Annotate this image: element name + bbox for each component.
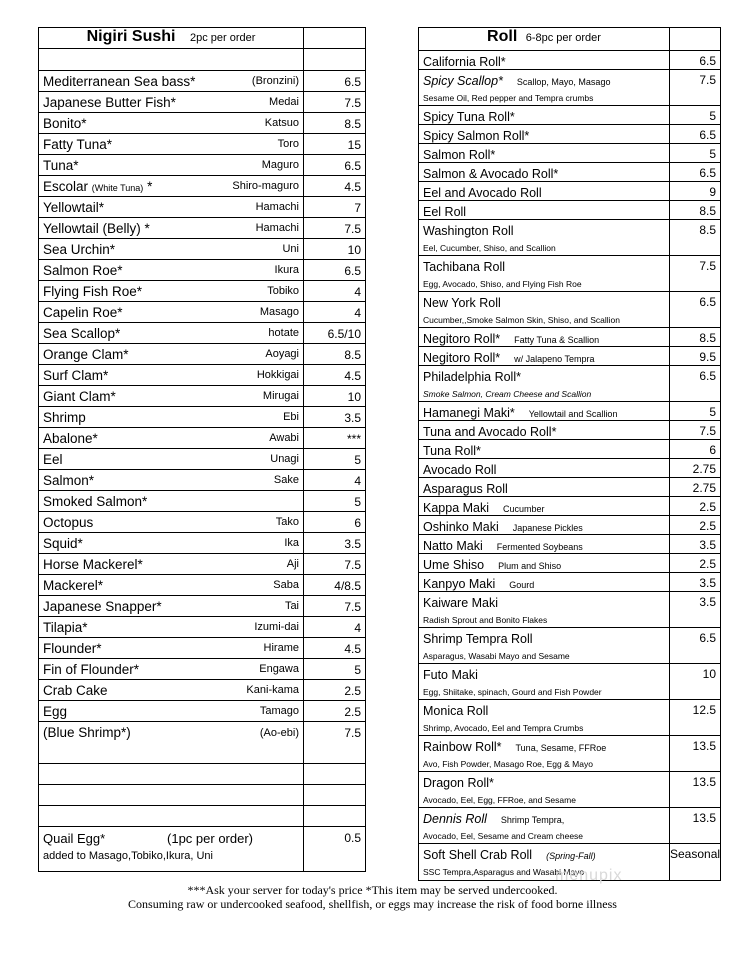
nigiri-item [39, 218, 365, 239]
roll-item [419, 700, 720, 736]
nigiri-item-japanese: Hamachi [255, 201, 299, 213]
roll-item-name: Salmon & Avocado Roll* [423, 167, 559, 181]
roll-item-inline-note: Japanese Pickles [512, 523, 583, 533]
roll-item-inline-note: Gourd [509, 580, 535, 590]
nigiri-item-price: 4.5 [344, 642, 361, 656]
roll-item-price: 9.5 [699, 350, 716, 364]
roll-item [419, 182, 720, 201]
roll-item [419, 772, 720, 808]
roll-item-name: New York Roll [423, 296, 501, 310]
nigiri-item-note: (White Tuna) [91, 182, 144, 193]
roll-item [419, 201, 720, 220]
nigiri-item [39, 134, 365, 155]
roll-item [419, 664, 720, 700]
roll-item [419, 554, 720, 573]
nigiri-item-name: Bonito* [43, 115, 87, 131]
nigiri-item-price: 4 [354, 285, 361, 299]
roll-item [419, 125, 720, 144]
roll-item-price: Seasonal [670, 847, 721, 861]
watermark: menupix [555, 867, 623, 884]
nigiri-item-japanese: Hirame [263, 642, 299, 654]
roll-item-price: 6.5 [699, 166, 716, 180]
nigiri-item-price: 10 [347, 243, 361, 257]
nigiri-item-japanese: Awabi [269, 432, 299, 444]
nigiri-item-name: Surf Clam* [43, 367, 109, 383]
nigiri-item [39, 470, 365, 491]
nigiri-item-name: Mackerel* [43, 577, 104, 593]
nigiri-item-price: 3.5 [344, 537, 361, 551]
nigiri-item-price: 4 [354, 621, 361, 635]
nigiri-item-price: 6 [354, 516, 361, 530]
nigiri-item-name: Eel [43, 451, 63, 467]
roll-item [419, 736, 720, 772]
roll-item [419, 144, 720, 163]
roll-item-price: 2.5 [699, 500, 716, 514]
roll-item [419, 459, 720, 478]
roll-item-price: 12.5 [692, 703, 716, 717]
nigiri-item-price: 5 [354, 663, 361, 677]
nigiri-item-name: Shrimp [43, 409, 86, 425]
nigiri-item-japanese: Unagi [270, 453, 299, 465]
roll-item-description: Cucumber,,Smoke Salmon Skin, Shiso, and Scallion [423, 315, 621, 325]
roll-item [419, 220, 720, 256]
nigiri-item-japanese: Tobiko [267, 285, 299, 297]
nigiri-item-name: Sea Urchin* [43, 241, 116, 257]
nigiri-item-name: Flying Fish Roe* [43, 283, 143, 299]
nigiri-item-name: Orange Clam* [43, 346, 129, 362]
quail-egg-price: 0.5 [344, 831, 361, 845]
roll-item-name: Philadelphia Roll* [423, 370, 521, 384]
nigiri-item-name: (Blue Shrimp*) [43, 725, 131, 740]
nigiri-item-price: 8.5 [344, 117, 361, 131]
nigiri-item [39, 617, 365, 638]
roll-item-name: Spicy Tuna Roll* [423, 110, 515, 124]
roll-item-name: Natto Maki [423, 539, 483, 553]
nigiri-item-name: Salmon Roe* [43, 262, 123, 278]
roll-item [419, 592, 720, 628]
nigiri-item-price: 5 [354, 453, 361, 467]
roll-item-inline-note: Shrimp Tempra, [500, 815, 565, 825]
nigiri-item-japanese: Aji [286, 558, 299, 570]
roll-item-price: 7.5 [699, 259, 716, 273]
roll-item-name: Kappa Maki [423, 501, 490, 515]
roll-item-price: 6.5 [699, 631, 716, 645]
roll-item [419, 808, 720, 844]
roll-item [419, 478, 720, 497]
nigiri-item-price: 15 [347, 138, 361, 152]
nigiri-item [39, 596, 365, 617]
roll-item-price: 13.5 [692, 775, 716, 789]
nigiri-item-name: Escolar (White Tuna) * [43, 178, 153, 194]
nigiri-item [39, 71, 365, 92]
nigiri-item-japanese: Uni [282, 243, 299, 255]
roll-item-description: Avo, Fish Powder, Masago Roe, Egg & Mayo [423, 759, 593, 769]
roll-item-name: Asparagus Roll [423, 482, 508, 496]
roll-item-inline-note: w/ Jalapeno Tempra [514, 354, 595, 364]
nigiri-item-name: Yellowtail* [43, 199, 105, 215]
roll-header [419, 28, 720, 51]
roll-item-name: Rainbow Roll* [423, 740, 502, 754]
nigiri-item-japanese: hotate [268, 327, 299, 339]
roll-item-price: 3.5 [699, 538, 716, 552]
nigiri-item-name: Horse Mackerel* [43, 556, 143, 572]
nigiri-subtitle: 2pc per order [189, 32, 256, 44]
roll-item-description: Egg, Avocado, Shiso, and Flying Fish Roe [423, 279, 582, 289]
nigiri-item [39, 239, 365, 260]
quail-egg-name: Quail Egg* [43, 831, 106, 846]
roll-item-name: Hamanegi Maki* [423, 406, 515, 420]
quail-egg-note: (1pc per order) [167, 831, 253, 846]
roll-item-name: Negitoro Roll* [423, 351, 501, 365]
roll-item-price: 3.5 [699, 595, 716, 609]
roll-item-price: 6.5 [699, 295, 716, 309]
roll-item-price: 2.75 [692, 481, 716, 495]
roll-item-name: Kanpyo Maki [423, 577, 496, 591]
nigiri-item-price: 4.5 [344, 180, 361, 194]
nigiri-item-japanese: Saba [273, 579, 299, 591]
roll-item-inline-note: Scallop, Mayo, Masago [516, 77, 611, 87]
nigiri-item-price: 2.5 [344, 705, 361, 719]
nigiri-item-japanese: Tai [284, 600, 299, 612]
nigiri-item [39, 428, 365, 449]
roll-item-inline-note: (Spring-Fall) [546, 851, 596, 861]
nigiri-item [39, 407, 365, 428]
roll-item-price: 6.5 [699, 369, 716, 383]
roll-item [419, 51, 720, 70]
nigiri-item-name: Japanese Butter Fish* [43, 94, 176, 110]
nigiri-item [39, 659, 365, 680]
nigiri-title: Nigiri Sushi [86, 28, 176, 45]
nigiri-item-japanese: Toro [277, 138, 299, 150]
nigiri-item-price: 4 [354, 474, 361, 488]
roll-item-name: Kaiware Maki [423, 596, 499, 610]
nigiri-item [39, 323, 365, 344]
nigiri-item-japanese: Kani-kama [246, 684, 299, 696]
nigiri-item-price: 7.5 [344, 726, 361, 740]
roll-item-description: Avocado, Eel, Sesame and Cream cheese [423, 831, 584, 841]
nigiri-item [39, 344, 365, 365]
nigiri-item-name: Crab Cake [43, 682, 108, 698]
roll-item-name: Eel and Avocado Roll [423, 186, 542, 200]
roll-item-inline-note: Plum and Shiso [498, 561, 562, 571]
roll-item-inline-note: Fatty Tuna & Scallion [514, 335, 600, 345]
roll-item-name: Shrimp Tempra Roll [423, 632, 533, 646]
roll-item-price: 5 [709, 147, 716, 161]
nigiri-item-price: 10 [347, 390, 361, 404]
roll-item-price: 8.5 [699, 204, 716, 218]
nigiri-item [39, 176, 365, 197]
roll-item-description: Shrimp, Avocado, Eel and Tempra Crumbs [423, 723, 584, 733]
quail-egg-detail: added to Masago,Tobiko,Ikura, Uni [43, 850, 213, 862]
blank-row [39, 764, 365, 785]
nigiri-item-japanese: Aoyagi [265, 348, 299, 360]
roll-item-price: 8.5 [699, 223, 716, 237]
nigiri-item [39, 680, 365, 701]
roll-item-description: Sesame Oil, Red pepper and Tempra crumbs [423, 93, 594, 103]
roll-item-price: 5 [709, 405, 716, 419]
roll-item-name: California Roll* [423, 55, 506, 69]
nigiri-item [39, 701, 365, 722]
nigiri-item [39, 302, 365, 323]
roll-item-description: Avocado, Eel, Egg, FFRoe, and Sesame [423, 795, 576, 805]
nigiri-item [39, 554, 365, 575]
nigiri-item-price: 7 [354, 201, 361, 215]
nigiri-item-name: Tuna* [43, 157, 79, 173]
roll-item-inline-note: Cucumber [503, 504, 545, 514]
nigiri-item-price: 6.5/10 [327, 327, 361, 341]
roll-item-name: Futo Maki [423, 668, 478, 682]
nigiri-item-price: 4.5 [344, 369, 361, 383]
roll-item [419, 573, 720, 592]
roll-item-price: 9 [709, 185, 716, 199]
roll-item [419, 628, 720, 664]
nigiri-item-japanese: Mirugai [262, 390, 299, 402]
nigiri-item [39, 155, 365, 176]
roll-item-price: 6.5 [699, 128, 716, 142]
nigiri-item-japanese: Izumi-dai [254, 621, 299, 633]
nigiri-item-price: 4/8.5 [334, 579, 361, 593]
roll-item-name: Tuna and Avocado Roll* [423, 425, 557, 439]
roll-item-name: Spicy Scallop* [423, 74, 503, 88]
roll-item-inline-note: Fermented Soybeans [496, 542, 583, 552]
roll-item-name: Tuna Roll* [423, 444, 481, 458]
nigiri-item-price: *** [346, 432, 361, 446]
roll-item-price: 7.5 [699, 424, 716, 438]
nigiri-item-japanese: Sake [273, 474, 299, 486]
nigiri-item-name: Yellowtail (Belly) * [43, 220, 150, 236]
nigiri-item [39, 260, 365, 281]
nigiri-item-price: 7.5 [344, 96, 361, 110]
roll-item-price: 5 [709, 109, 716, 123]
roll-item [419, 497, 720, 516]
nigiri-item-name: Egg [43, 703, 68, 719]
roll-item [419, 70, 720, 106]
roll-item-price: 2.5 [699, 519, 716, 533]
roll-item [419, 516, 720, 535]
roll-item-description: Eel, Cucumber, Shiso, and Scallion [423, 243, 556, 253]
nigiri-item-price: 5 [354, 495, 361, 509]
roll-item [419, 402, 720, 421]
roll-item-inline-note: Yellowtail and Scallion [528, 409, 618, 419]
roll-item [419, 328, 720, 347]
nigiri-item-price: 7.5 [344, 558, 361, 572]
nigiri-item [39, 113, 365, 134]
footer-note: ***Ask your server for today's price *This item may be served undercooked. [187, 883, 558, 897]
nigiri-item-name: Mediterranean Sea bass* [43, 73, 196, 89]
nigiri-item-name: Flounder* [43, 640, 102, 656]
roll-item-price: 10 [702, 667, 716, 681]
nigiri-item-japanese: Hokkigai [256, 369, 299, 381]
roll-item [419, 535, 720, 554]
blank-row [39, 49, 365, 71]
nigiri-item-name: Abalone* [43, 430, 98, 446]
nigiri-item-japanese: Engawa [259, 663, 299, 675]
nigiri-item-japanese: (Ao-ebi) [259, 726, 299, 739]
nigiri-item-price: 4 [354, 306, 361, 320]
roll-item-price: 13.5 [692, 811, 716, 825]
nigiri-item-name: Fatty Tuna* [43, 136, 113, 152]
roll-subtitle: 6-8pc per order [525, 32, 601, 44]
roll-item [419, 163, 720, 182]
nigiri-item-japanese: Hamachi [255, 222, 299, 234]
roll-item-price: 6 [709, 443, 716, 457]
roll-item-name: Tachibana Roll [423, 260, 505, 274]
nigiri-item-japanese: Ebi [283, 411, 299, 423]
nigiri-item [39, 386, 365, 407]
nigiri-item-price: 7.5 [344, 600, 361, 614]
roll-table [418, 27, 721, 881]
nigiri-item-name: Salmon* [43, 472, 95, 488]
nigiri-item-name: Sea Scallop* [43, 325, 121, 341]
nigiri-item [39, 512, 365, 533]
roll-item-name: Dennis Roll [423, 812, 487, 826]
roll-item-name: Avocado Roll [423, 463, 497, 477]
roll-title: Roll [487, 28, 518, 45]
roll-item-price: 7.5 [699, 73, 716, 87]
nigiri-item-name: Octopus [43, 514, 94, 530]
nigiri-item [39, 365, 365, 386]
nigiri-item [39, 533, 365, 554]
blank-row [39, 785, 365, 806]
nigiri-item-price: 6.5 [344, 75, 361, 89]
roll-item-name: Spicy Salmon Roll* [423, 129, 530, 143]
nigiri-item-japanese: Masago [259, 306, 299, 318]
roll-item-name: Monica Roll [423, 704, 489, 718]
roll-item-description: Radish Sprout and Bonito Flakes [423, 615, 548, 625]
nigiri-header [39, 28, 365, 49]
blank-row [39, 743, 365, 764]
roll-item [419, 106, 720, 125]
roll-item [419, 256, 720, 292]
roll-item-name: Oshinko Maki [423, 520, 499, 534]
footer-warning: Consuming raw or undercooked seafood, shellfish, or eggs may increase the risk of food borne illness [128, 897, 617, 911]
roll-item [419, 440, 720, 459]
nigiri-item-japanese: Ikura [274, 264, 299, 276]
nigiri-item-japanese: Medai [269, 96, 299, 108]
nigiri-table [38, 27, 366, 872]
roll-item-name: Dragon Roll* [423, 776, 494, 790]
nigiri-item-name: Tilapia* [43, 619, 88, 635]
roll-item-description: Asparagus, Wasabi Mayo and Sesame [423, 651, 570, 661]
nigiri-item-japanese: Maguro [261, 159, 299, 171]
blank-row [39, 806, 365, 827]
nigiri-item-price: 7.5 [344, 222, 361, 236]
nigiri-item-name: Giant Clam* [43, 388, 116, 404]
nigiri-item-name: Japanese Snapper* [43, 598, 162, 614]
nigiri-item-name: Fin of Flounder* [43, 661, 140, 677]
nigiri-item [39, 491, 365, 512]
nigiri-item-japanese: Ika [284, 537, 299, 549]
roll-item-price: 2.75 [692, 462, 716, 476]
roll-item-price: 13.5 [692, 739, 716, 753]
nigiri-item-japanese: (Bronzini) [251, 75, 299, 87]
nigiri-item-japanese: Tamago [259, 705, 299, 717]
roll-item-price: 2.5 [699, 557, 716, 571]
roll-item-inline-note: Tuna, Sesame, FFRoe [515, 743, 607, 753]
nigiri-item-price: 2.5 [344, 684, 361, 698]
roll-item-description: SSC Tempra,Asparagus and Wasabi Mayo [423, 867, 585, 877]
nigiri-item-name: Capelin Roe* [43, 304, 123, 320]
nigiri-item [39, 575, 365, 596]
roll-item-name: Washington Roll [423, 224, 514, 238]
roll-item [419, 366, 720, 402]
roll-item-description: Smoke Salmon, Cream Cheese and Scallion [423, 389, 592, 399]
nigiri-item-name: Squid* [43, 535, 83, 551]
nigiri-item [39, 197, 365, 218]
nigiri-item-name: Smoked Salmon* [43, 493, 148, 509]
roll-item-name: Ume Shiso [423, 558, 485, 572]
nigiri-item-japanese: Shiro-maguro [232, 180, 299, 192]
nigiri-item-price: 6.5 [344, 264, 361, 278]
roll-item-name: Negitoro Roll* [423, 332, 501, 346]
nigiri-item-price: 8.5 [344, 348, 361, 362]
nigiri-item-japanese: Katsuo [264, 117, 299, 129]
quail-egg-row [39, 827, 365, 871]
roll-item [419, 347, 720, 366]
roll-item-name: Eel Roll [423, 205, 467, 219]
nigiri-item [39, 722, 365, 743]
roll-item [419, 421, 720, 440]
nigiri-item-japanese: Tako [275, 516, 299, 528]
nigiri-item [39, 638, 365, 659]
nigiri-item-price: 3.5 [344, 411, 361, 425]
nigiri-item [39, 281, 365, 302]
roll-item-price: 3.5 [699, 576, 716, 590]
nigiri-item [39, 449, 365, 470]
nigiri-item-price: 6.5 [344, 159, 361, 173]
nigiri-item [39, 92, 365, 113]
roll-item-name: Soft Shell Crab Roll [423, 848, 533, 862]
roll-item-price: 8.5 [699, 331, 716, 345]
roll-item-description: Egg, Shiitake, spinach, Gourd and Fish Powder [423, 687, 602, 697]
roll-item [419, 292, 720, 328]
roll-item-name: Salmon Roll* [423, 148, 496, 162]
roll-item-price: 6.5 [699, 54, 716, 68]
